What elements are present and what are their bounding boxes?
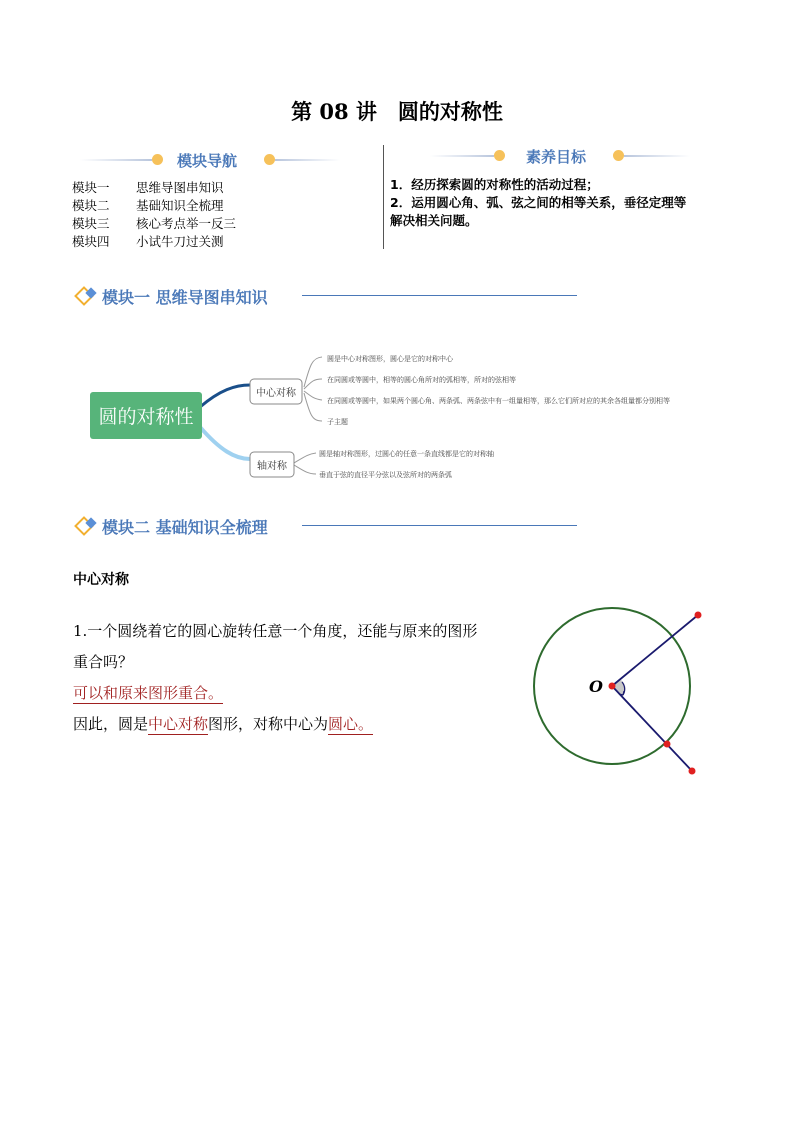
answer-line — [73, 682, 223, 704]
radius-line — [612, 686, 692, 771]
mind-map-leaf: 垂直于弦的直径平分弦以及弦所对的两条弧 — [319, 471, 452, 479]
nav-heading: 模块导航 — [177, 152, 238, 170]
page-title: 第 08 讲 圆的对称性 — [291, 99, 503, 124]
dot-icon — [494, 150, 505, 161]
goals-text: 1．经历探索圆的对称性的活动过程； 2．运用圆心角、弧、弦之间的相等关系，垂径定理等 解决相关问题。 — [390, 177, 687, 228]
answer-blank: 可以和原来图形重合。 — [73, 684, 224, 702]
conclusion-line: 因此，圆是中心对称图形，对称中心为圆心。 — [73, 715, 374, 733]
mind-map-leaf: 在同圆或等圆中，如果两个圆心角、两条弧、两条弦中有一组量相等，那么它们所对应的其余各组量都分别相等 — [327, 397, 670, 405]
mind-map-root-label: 圆的对称性 — [98, 406, 194, 428]
mind-map — [60, 335, 720, 485]
question-line: 1.一个圆绕着它的圆心旋转任意一个角度，还能与原来的图形 — [73, 622, 478, 640]
mind-map-leaf: 子主题 — [327, 418, 348, 426]
nav-list — [72, 179, 236, 251]
goals-heading: 素养目标 — [526, 148, 587, 166]
goals-heading-bar — [430, 146, 690, 168]
question-line: 重合吗？ — [73, 653, 134, 671]
dot-icon — [613, 150, 624, 161]
mind-map-leaf: 圆是中心对称图形，圆心是它的对称中心 — [327, 355, 453, 363]
radius-line — [612, 615, 698, 686]
mind-map-leaf: 在同圆或等圆中，相等的圆心角所对的弧相等，所对的弦相等 — [327, 376, 516, 384]
column-divider — [383, 145, 384, 249]
section-heading-2: 模块二 基础知识全梳理 — [77, 515, 577, 535]
mind-map-branch-label: 中心对称 — [256, 388, 296, 399]
center-label: O — [589, 677, 603, 696]
subheading: 中心对称 — [73, 572, 129, 588]
fill-blank: 圆心。 — [328, 715, 374, 733]
nav-item[interactable]: 模块三 核心考点举一反三 — [72, 216, 237, 231]
dot-icon — [152, 154, 163, 165]
nav-heading-bar — [80, 150, 340, 172]
dot-icon — [264, 154, 275, 165]
point — [695, 612, 702, 619]
circle-figure — [525, 600, 725, 785]
section-heading-1: 模块一 思维导图串知识 — [77, 285, 577, 305]
nav-item[interactable]: 模块一 思维导图串知识 — [72, 180, 224, 195]
center-point — [609, 683, 616, 690]
mind-map-branch-label: 轴对称 — [257, 461, 287, 472]
nav-item[interactable]: 模块二 基础知识全梳理 — [72, 198, 224, 213]
fill-blank: 中心对称 — [148, 715, 209, 733]
point — [664, 741, 671, 748]
mind-map-leaf: 圆是轴对称图形，过圆心的任意一条直线都是它的对称轴 — [319, 450, 494, 458]
nav-item[interactable]: 模块四 小试牛刀过关测 — [72, 234, 224, 249]
point — [689, 768, 696, 775]
